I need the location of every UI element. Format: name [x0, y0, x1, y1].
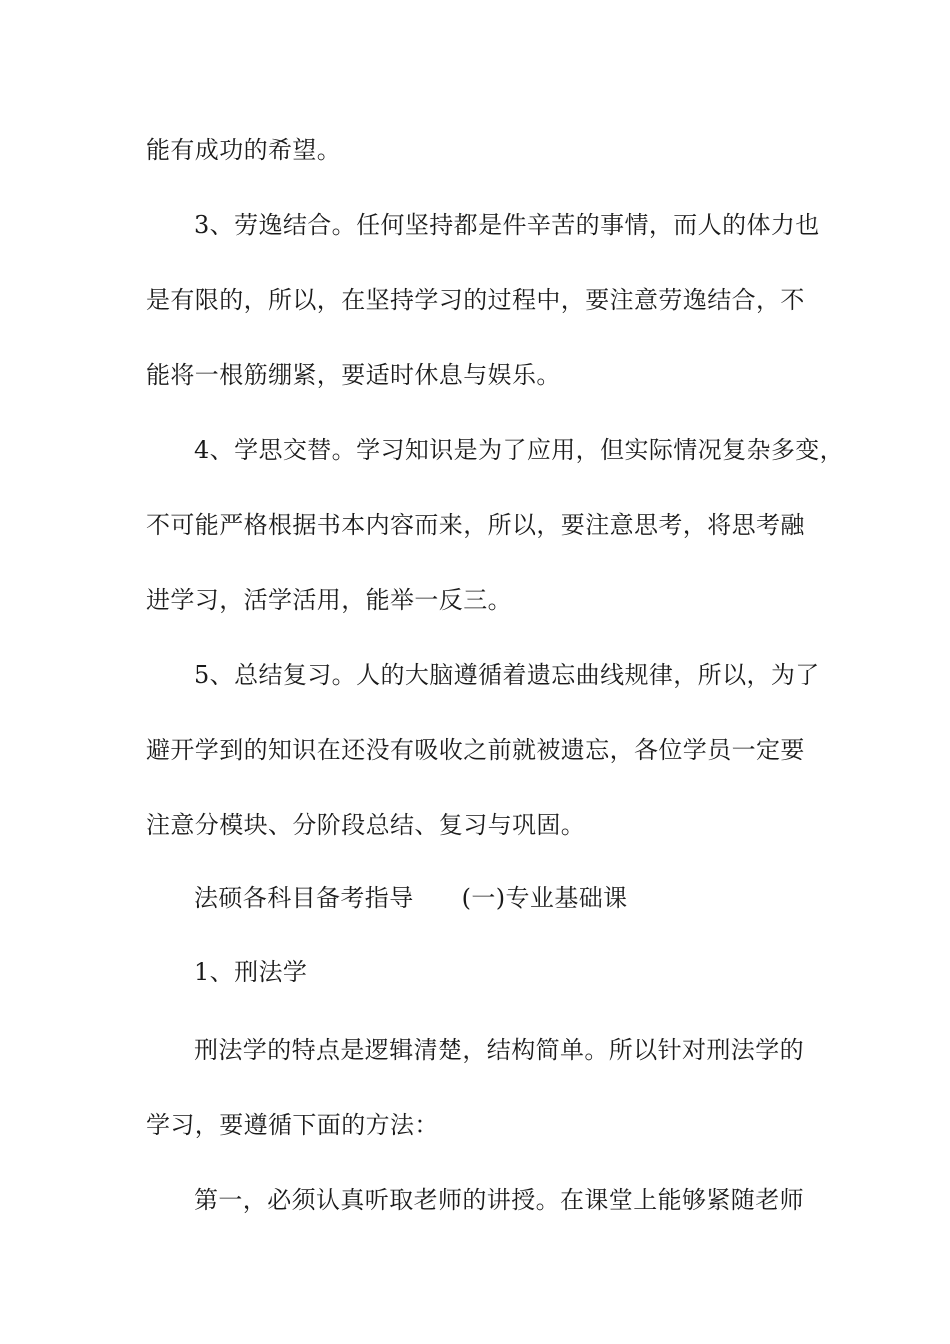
text-line: 3、劳逸结合。任何坚持都是件辛苦的事情，而人的体力也 [194, 211, 820, 239]
text-line: 能将一根筋绷紧，要适时休息与娱乐。 [146, 361, 561, 389]
section-heading-sub: (一)专业基础课 [461, 884, 628, 912]
text-line: 4、学思交替。学习知识是为了应用，但实际情况复杂多变， [194, 436, 845, 464]
section-heading-title: 法硕各科目备考指导 [194, 884, 414, 912]
text-line: 是有限的，所以，在坚持学习的过程中，要注意劳逸结合，不 [146, 286, 805, 314]
subsection-heading: 1、刑法学 [194, 958, 308, 986]
text-line: 避开学到的知识在还没有吸收之前就被遗忘，各位学员一定要 [146, 736, 805, 764]
text-line: 刑法学的特点是逻辑清楚，结构简单。所以针对刑法学的 [194, 1036, 804, 1064]
text-line: 第一，必须认真听取老师的讲授。在课堂上能够紧随老师 [194, 1186, 804, 1214]
text-line: 5、总结复习。人的大脑遵循着遗忘曲线规律，所以，为了 [194, 661, 820, 689]
text-line: 学习，要遵循下面的方法： [146, 1111, 439, 1139]
text-line: 注意分模块、分阶段总结、复习与巩固。 [146, 811, 586, 839]
text-line: 能有成功的希望。 [146, 136, 342, 164]
text-line: 进学习，活学活用，能举一反三。 [146, 586, 512, 614]
section-heading [194, 882, 628, 914]
text-line: 不可能严格根据书本内容而来，所以，要注意思考，将思考融 [146, 511, 805, 539]
